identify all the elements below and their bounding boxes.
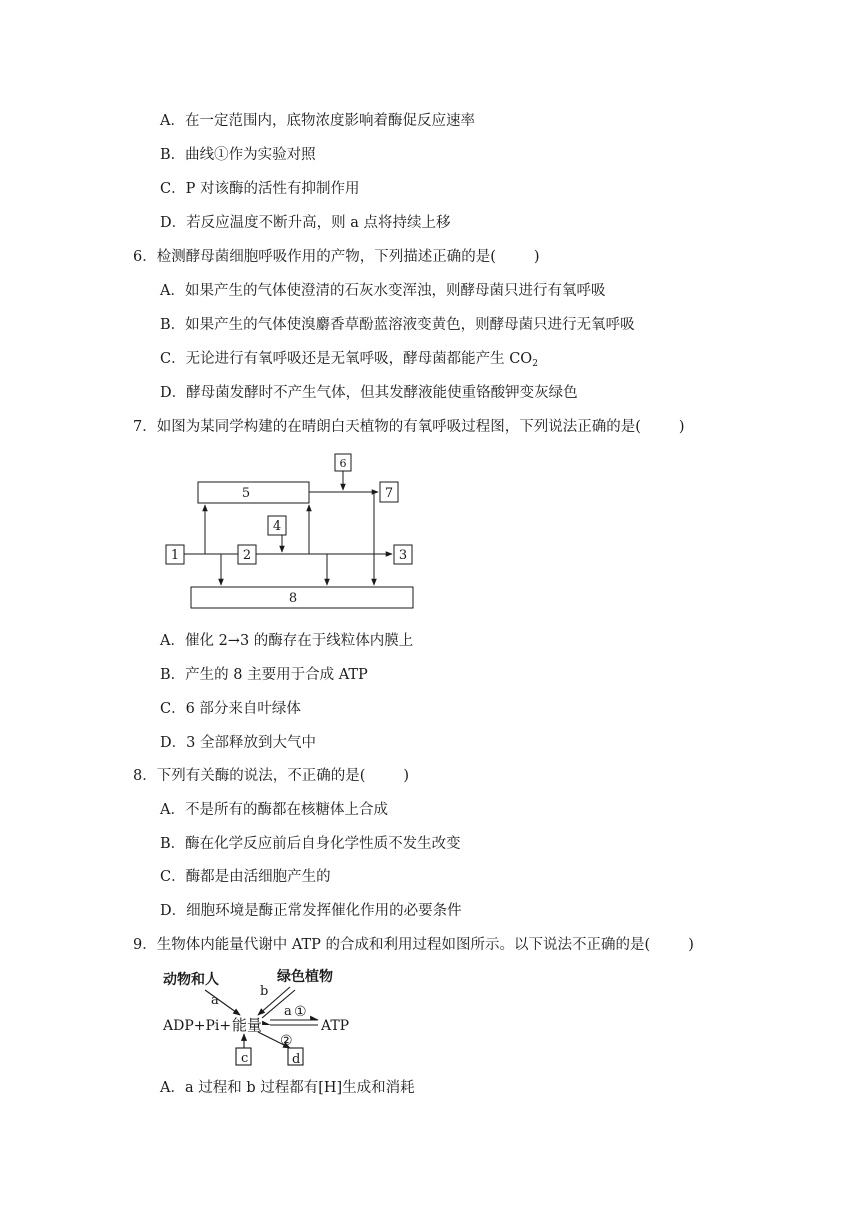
- label-a-right: a: [284, 1004, 292, 1019]
- q8-stem-end: ): [403, 768, 410, 784]
- q7-stem-end: ): [678, 419, 685, 435]
- q7-option-c: C．6 部分来自叶绿体: [160, 701, 301, 717]
- label-4: 4: [272, 519, 282, 534]
- q6-option-c-text: C．无论进行有氧呼吸还是无氧呼吸，酵母菌都能产生 CO: [160, 351, 533, 367]
- label-2: 2: [242, 548, 252, 563]
- q6-option-d: D．酵母菌发酵时不产生气体，但其发酵液能使重铬酸钾变灰绿色: [160, 385, 578, 401]
- q8-option-c: C．酶都是由活细胞产生的: [160, 869, 331, 885]
- q8-stem-text: 8．下列有关酶的说法，不正确的是(: [133, 768, 366, 784]
- label-b: b: [260, 984, 269, 999]
- label-3: 3: [398, 548, 408, 563]
- q6-stem-end: ): [533, 249, 540, 265]
- q9-stem-text: 9．生物体内能量代谢中 ATP 的合成和利用过程如图所示。以下说法不正确的是(: [133, 937, 651, 953]
- q7-stem-text: 7．如图为某同学构建的在晴朗白天植物的有氧呼吸过程图，下列说法正确的是(: [133, 419, 641, 435]
- atp-diagram: [0, 960, 860, 1070]
- q9-option-a: A．a 过程和 b 过程都有[H]生成和消耗: [160, 1080, 415, 1096]
- q9-stem: [133, 935, 694, 955]
- q9-stem-end: ): [688, 937, 694, 953]
- label-7: 7: [384, 486, 394, 501]
- label-a-left: a: [211, 993, 219, 1008]
- q8-option-d: D．细胞环境是酶正常发挥催化作用的必要条件: [160, 903, 462, 919]
- q5-option-b: B．曲线①作为实验对照: [160, 147, 316, 163]
- q6-option-a: A．如果产生的气体使澄清的石灰水变浑浊，则酵母菌只进行有氧呼吸: [160, 283, 606, 299]
- q7-option-a: A．催化 2→3 的酶存在于线粒体内膜上: [160, 633, 414, 649]
- co2-subscript: 2: [532, 359, 538, 369]
- label-d: d: [292, 1052, 301, 1067]
- q6-stem-text: 6．检测酵母菌细胞呼吸作用的产物，下列描述正确的是(: [133, 249, 496, 265]
- q7-option-b: B．产生的 8 主要用于合成 ATP: [160, 667, 368, 683]
- q8-option-a: A．不是所有的酶都在核糖体上合成: [160, 802, 388, 818]
- q6-option-b: B．如果产生的气体使溴麝香草酚蓝溶液变黄色，则酵母菌只进行无氧呼吸: [160, 317, 635, 333]
- label-c: c: [241, 1051, 249, 1066]
- label-6: 6: [339, 457, 347, 470]
- box-8: [191, 587, 413, 608]
- label-adp: ADP+Pi+: [163, 1018, 232, 1034]
- q8-stem: [133, 766, 409, 786]
- label-circle-2: ②: [280, 1033, 293, 1049]
- q5-option-d: D．若反应温度不断升高，则 a 点将持续上移: [160, 215, 451, 231]
- box-5: [198, 482, 309, 503]
- label-energy: 能量: [232, 1016, 263, 1034]
- q5-option-c: C．P 对该酶的活性有抑制作用: [160, 181, 360, 197]
- q8-option-b: B．酶在化学反应前后自身化学性质不发生改变: [160, 836, 461, 852]
- label-atp: ATP: [321, 1018, 350, 1034]
- label-1: 1: [170, 548, 180, 563]
- q7-option-d: D．3 全部释放到大气中: [160, 735, 316, 751]
- q5-option-a: A．在一定范围内，底物浓度影响着酶促反应速率: [160, 113, 475, 129]
- label-8: 8: [288, 591, 298, 606]
- label-circle-1: ①: [294, 1004, 307, 1020]
- label-5: 5: [241, 486, 251, 501]
- label-plants: 绿色植物: [277, 969, 333, 985]
- label-animals: 动物和人: [163, 972, 219, 988]
